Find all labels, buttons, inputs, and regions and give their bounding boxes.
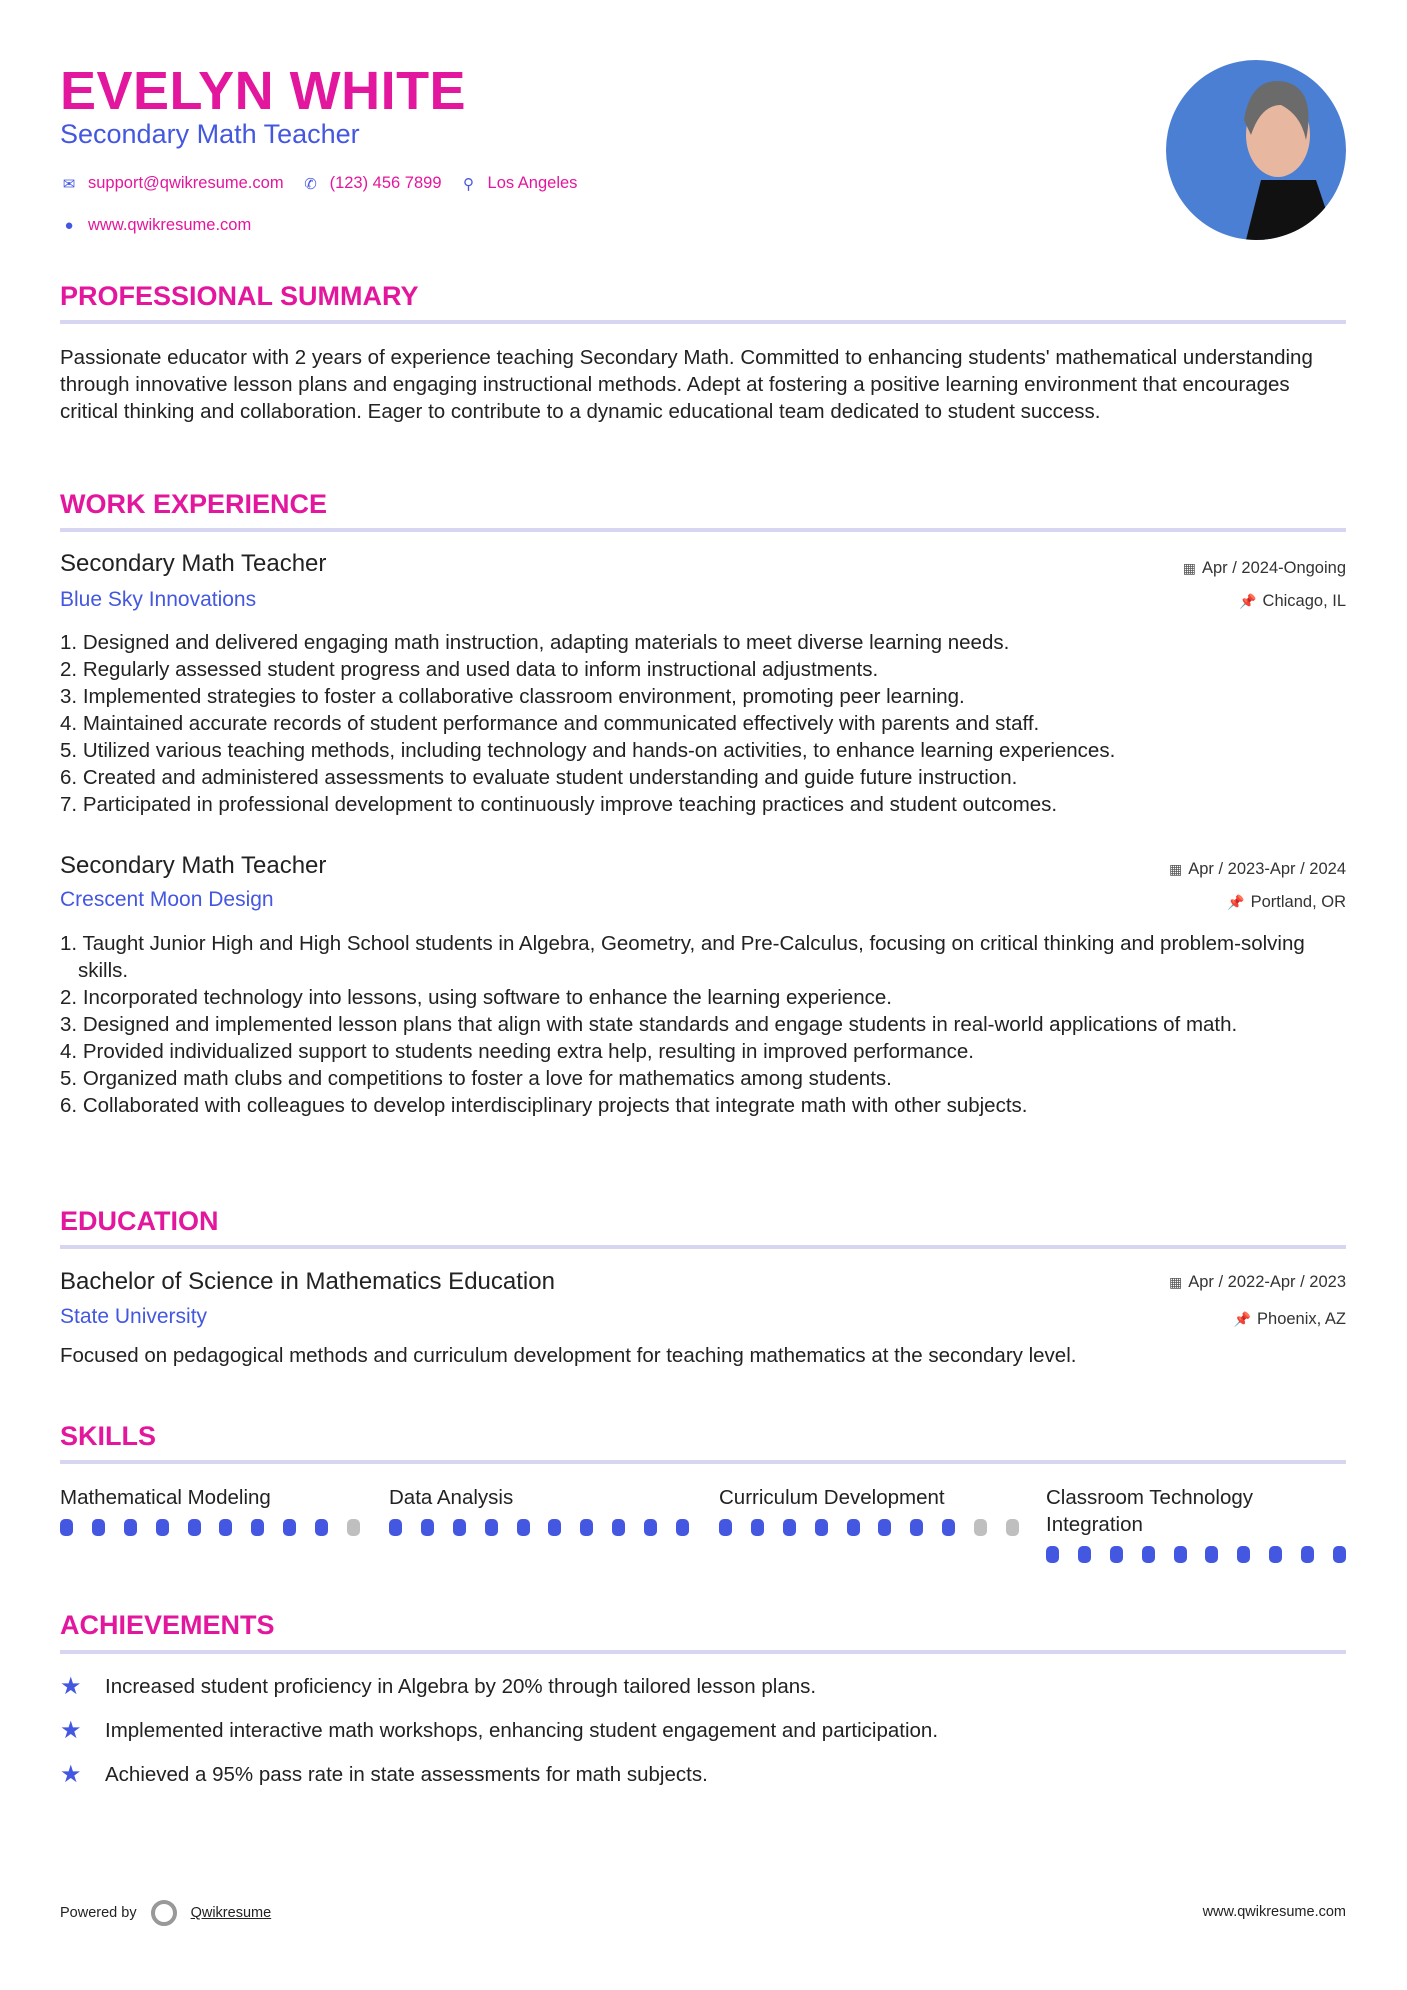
- calendar-icon: ▦: [1169, 861, 1183, 877]
- skill-name: Data Analysis: [389, 1486, 514, 1509]
- rating-dot: [1269, 1546, 1282, 1563]
- school-name: State University: [60, 1305, 208, 1328]
- rating-dot: [124, 1519, 137, 1536]
- degree-title: Bachelor of Science in Mathematics Education: [60, 1268, 555, 1295]
- achievement-item: [60, 1760, 708, 1789]
- achievement-text: Increased student proficiency in Algebra by 20% through tailored lesson plans.: [105, 1674, 817, 1698]
- envelope-icon: ✉: [62, 175, 76, 193]
- education-description: Focused on pedagogical methods and curriculum development for teaching mathematics at the secondary level.: [60, 1344, 1077, 1367]
- rating-dot: [453, 1519, 466, 1536]
- skill-rating: [389, 1519, 689, 1536]
- rating-dot: [347, 1519, 360, 1536]
- rating-dot: [878, 1519, 891, 1536]
- globe-icon: ●: [64, 217, 74, 234]
- education-heading: EDUCATION: [60, 1206, 219, 1236]
- qwikresume-logo-icon: [151, 1900, 177, 1926]
- star-icon: ★: [60, 1673, 82, 1700]
- summary-heading: PROFESSIONAL SUMMARY: [60, 281, 419, 311]
- rating-dot: [1205, 1546, 1218, 1563]
- rating-dot: [219, 1519, 232, 1536]
- location-text: Phoenix, AZ: [1257, 1310, 1346, 1328]
- rating-dot: [517, 1519, 530, 1536]
- job-location: [1227, 893, 1346, 912]
- rating-dot: [60, 1519, 73, 1536]
- phone-text: (123) 456 7899: [329, 174, 442, 192]
- rating-dot: [676, 1519, 689, 1536]
- job-bullets: [60, 629, 1346, 818]
- bullet: Taught Junior High and High School students in Algebra, Geometry, and Pre-Calculus, focusing on critical thinking and problem-solving skills.: [78, 932, 1305, 982]
- job-dates: [1183, 559, 1346, 578]
- brand-link[interactable]: Qwikresume: [190, 1905, 272, 1921]
- skill-item: [719, 1484, 1019, 1536]
- bullet: Created and administered assessments to evaluate student understanding and guide future instruction.: [82, 766, 1018, 789]
- candidate-name: EVELYN WHITE: [60, 61, 467, 121]
- job-location: [1239, 592, 1346, 611]
- rating-dot: [974, 1519, 987, 1536]
- candidate-title: Secondary Math Teacher: [60, 119, 360, 149]
- bullet: Collaborated with colleagues to develop interdisciplinary projects that integrate math with other subjects.: [82, 1094, 1028, 1117]
- achievement-item: [60, 1672, 816, 1701]
- website-row: [60, 216, 251, 235]
- skill-rating: [1046, 1546, 1346, 1563]
- rating-dot: [485, 1519, 498, 1536]
- skill-item: [1046, 1484, 1346, 1563]
- education-dates: [1169, 1273, 1346, 1292]
- rating-dot: [612, 1519, 625, 1536]
- rating-dot: [847, 1519, 860, 1536]
- rating-dot: [92, 1519, 105, 1536]
- rating-dot: [644, 1519, 657, 1536]
- rating-dot: [251, 1519, 264, 1536]
- contact-row: [60, 174, 577, 193]
- job-title: Secondary Math Teacher: [60, 852, 327, 879]
- dates-text: Apr / 2022-Apr / 2023: [1188, 1273, 1346, 1291]
- rating-dot: [315, 1519, 328, 1536]
- calendar-icon: ▦: [1169, 1274, 1183, 1290]
- calendar-icon: ▦: [1182, 560, 1196, 576]
- rating-dot: [421, 1519, 434, 1536]
- rating-dot: [1046, 1546, 1059, 1563]
- skills-heading: SKILLS: [60, 1421, 157, 1451]
- job-bullets: [60, 930, 1346, 1119]
- company-name: Crescent Moon Design: [60, 888, 274, 911]
- skill-item: [389, 1484, 689, 1536]
- divider: [60, 320, 1346, 324]
- rating-dot: [283, 1519, 296, 1536]
- rating-dot: [1006, 1519, 1019, 1536]
- skill-item: [60, 1484, 360, 1536]
- summary-text: Passionate educator with 2 years of experience teaching Secondary Math. Committed to enhancing students' mathematical understanding through innovative lesson plans and engaging instructional methods. Adept at fostering a positive learning environment that encourages critical thinking and collaboration. Eager to contribute to a dynamic educational team dedicated to student success.: [60, 346, 1313, 423]
- bullet: Utilized various teaching methods, including technology and hands-on activities, to enhance learning experiences.: [82, 739, 1116, 762]
- website-link[interactable]: www.qwikresume.com: [88, 216, 252, 234]
- divider: [60, 1245, 1346, 1249]
- footer-website[interactable]: www.qwikresume.com: [1202, 1904, 1346, 1920]
- pin-icon: 📌: [1227, 894, 1245, 910]
- rating-dot: [548, 1519, 561, 1536]
- phone-icon: ✆: [304, 175, 317, 193]
- dates-text: Apr / 2024-Ongoing: [1201, 559, 1346, 577]
- star-icon: ★: [60, 1761, 82, 1788]
- work-heading: WORK EXPERIENCE: [60, 489, 328, 519]
- bullet: Participated in professional development to continuously improve teaching practices and student outcomes.: [82, 793, 1058, 816]
- rating-dot: [1142, 1546, 1155, 1563]
- email-link[interactable]: support@qwikresume.com: [88, 174, 284, 192]
- skill-name: Curriculum Development: [719, 1486, 945, 1509]
- rating-dot: [783, 1519, 796, 1536]
- skill-name: Mathematical Modeling: [60, 1486, 271, 1509]
- location-text: Chicago, IL: [1262, 592, 1346, 610]
- bullet: Designed and delivered engaging math instruction, adapting materials to meet diverse learning needs.: [82, 631, 1010, 654]
- rating-dot: [1333, 1546, 1346, 1563]
- location-text: Portland, OR: [1250, 893, 1346, 911]
- skill-name: Classroom Technology Integration: [1046, 1486, 1254, 1536]
- bullet: Maintained accurate records of student performance and communicated effectively with parents and staff.: [82, 712, 1040, 735]
- rating-dot: [910, 1519, 923, 1536]
- rating-dot: [1078, 1546, 1091, 1563]
- rating-dot: [1110, 1546, 1123, 1563]
- powered-by-text: Powered by: [60, 1905, 137, 1921]
- company-name: Blue Sky Innovations: [60, 588, 257, 611]
- achievement-item: [60, 1716, 938, 1745]
- divider: [60, 1460, 1346, 1464]
- education-location: [1234, 1310, 1346, 1329]
- rating-dot: [942, 1519, 955, 1536]
- rating-dot: [580, 1519, 593, 1536]
- rating-dot: [1174, 1546, 1187, 1563]
- footer-powered-by: [60, 1900, 271, 1926]
- star-icon: ★: [60, 1717, 82, 1744]
- rating-dot: [1237, 1546, 1250, 1563]
- dates-text: Apr / 2023-Apr / 2024: [1188, 860, 1346, 878]
- job-title: Secondary Math Teacher: [60, 550, 327, 577]
- achievements-heading: ACHIEVEMENTS: [60, 1610, 275, 1640]
- rating-dot: [389, 1519, 402, 1536]
- bullet: Organized math clubs and competitions to foster a love for mathematics among students.: [82, 1067, 892, 1090]
- rating-dot: [719, 1519, 732, 1536]
- skill-rating: [60, 1519, 360, 1536]
- achievement-text: Implemented interactive math workshops, enhancing student engagement and participation.: [105, 1718, 939, 1742]
- bullet: Incorporated technology into lessons, using software to enhance the learning experience.: [82, 986, 892, 1009]
- map-pin-icon: ⚲: [463, 175, 475, 193]
- pin-icon: 📌: [1233, 1311, 1252, 1327]
- pin-icon: 📌: [1239, 593, 1257, 609]
- job-dates: [1169, 860, 1346, 879]
- rating-dot: [815, 1519, 828, 1536]
- location-text: Los Angeles: [487, 174, 578, 192]
- skill-rating: [719, 1519, 1019, 1536]
- bullet: Implemented strategies to foster a collaborative classroom environment, promoting peer learning.: [82, 685, 965, 708]
- bullet: Designed and implemented lesson plans that align with state standards and engage students in real-world applications of math.: [82, 1013, 1238, 1036]
- divider: [60, 1650, 1346, 1654]
- rating-dot: [751, 1519, 764, 1536]
- divider: [60, 528, 1346, 532]
- bullet: Regularly assessed student progress and used data to inform instructional adjustments.: [82, 658, 879, 681]
- bullet: Provided individualized support to students needing extra help, resulting in improved performance.: [82, 1040, 974, 1063]
- rating-dot: [1301, 1546, 1314, 1563]
- rating-dot: [188, 1519, 201, 1536]
- rating-dot: [156, 1519, 169, 1536]
- achievement-text: Achieved a 95% pass rate in state assessments for math subjects.: [105, 1762, 708, 1786]
- profile-photo: [1166, 60, 1346, 240]
